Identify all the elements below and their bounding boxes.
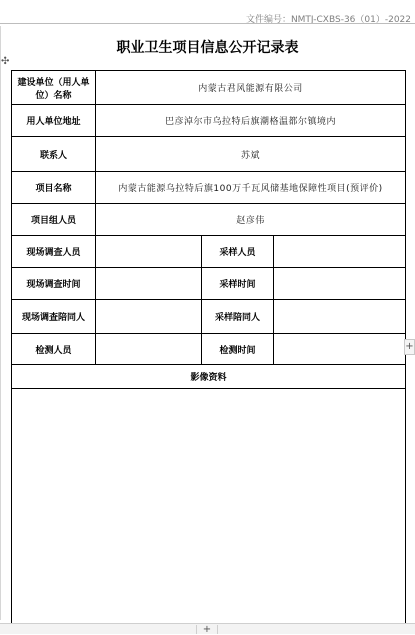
page-title: 职业卫生项目信息公开记录表 xyxy=(116,40,299,56)
contact-label: 联系人 xyxy=(12,137,96,172)
project-name-value[interactable]: 内蒙古能源乌拉特后旗100万千瓦风储基地保障性项目(预评价) xyxy=(96,172,406,204)
sampling-escort-label: 采样陪同人 xyxy=(202,300,274,334)
project-team-label: 项目组人员 xyxy=(12,204,96,236)
test-time-label: 检测时间 xyxy=(202,334,274,365)
unit-name-value[interactable]: 内蒙古君风能源有限公司 xyxy=(96,71,406,105)
table-row xyxy=(12,172,406,204)
expand-right-icon[interactable]: + xyxy=(404,339,415,355)
sampling-time-value[interactable] xyxy=(274,268,406,300)
sampling-staff-label: 采样人员 xyxy=(202,236,274,268)
sampling-time-label: 采样时间 xyxy=(202,268,274,300)
survey-staff-label: 现场调查人员 xyxy=(12,236,96,268)
table-move-handle-icon[interactable]: ✣ xyxy=(1,56,10,67)
unit-address-label: 用人单位地址 xyxy=(12,105,96,137)
test-staff-value[interactable] xyxy=(96,334,202,365)
table-row xyxy=(12,334,406,365)
record-table xyxy=(11,70,406,634)
table-row xyxy=(12,389,406,634)
unit-address-value[interactable]: 巴彦淖尔市乌拉特后旗潮格温都尔镇境内 xyxy=(96,105,406,137)
expand-bottom-icon[interactable]: + xyxy=(196,625,218,634)
survey-time-label: 现场调查时间 xyxy=(12,268,96,300)
table-row xyxy=(12,71,406,105)
unit-name-label: 建设单位（用人单位）名称 xyxy=(12,71,96,105)
sampling-escort-value[interactable] xyxy=(274,300,406,334)
project-team-value[interactable]: 赵彦伟 xyxy=(96,204,406,236)
image-materials-area[interactable] xyxy=(12,389,406,634)
header-rule xyxy=(0,23,415,24)
test-staff-label: 检测人员 xyxy=(12,334,96,365)
contact-value[interactable]: 苏斌 xyxy=(96,137,406,172)
table-row xyxy=(12,300,406,334)
sampling-staff-value[interactable] xyxy=(274,236,406,268)
survey-time-value[interactable] xyxy=(96,268,202,300)
image-materials-header: 影像资料 xyxy=(12,365,406,389)
test-time-value[interactable] xyxy=(274,334,406,365)
survey-escort-label: 现场调查陪同人 xyxy=(12,300,96,334)
table-row xyxy=(12,365,406,389)
table-row xyxy=(12,105,406,137)
table-row xyxy=(12,268,406,300)
table-row xyxy=(12,204,406,236)
survey-staff-value[interactable] xyxy=(96,236,202,268)
document-code: 文件编号：NMTJ-CXBS-36（01）-2022 xyxy=(245,15,411,25)
table-row xyxy=(12,236,406,268)
table-row xyxy=(12,137,406,172)
survey-escort-value[interactable] xyxy=(96,300,202,334)
page-edge xyxy=(0,26,1,620)
project-name-label: 项目名称 xyxy=(12,172,96,204)
